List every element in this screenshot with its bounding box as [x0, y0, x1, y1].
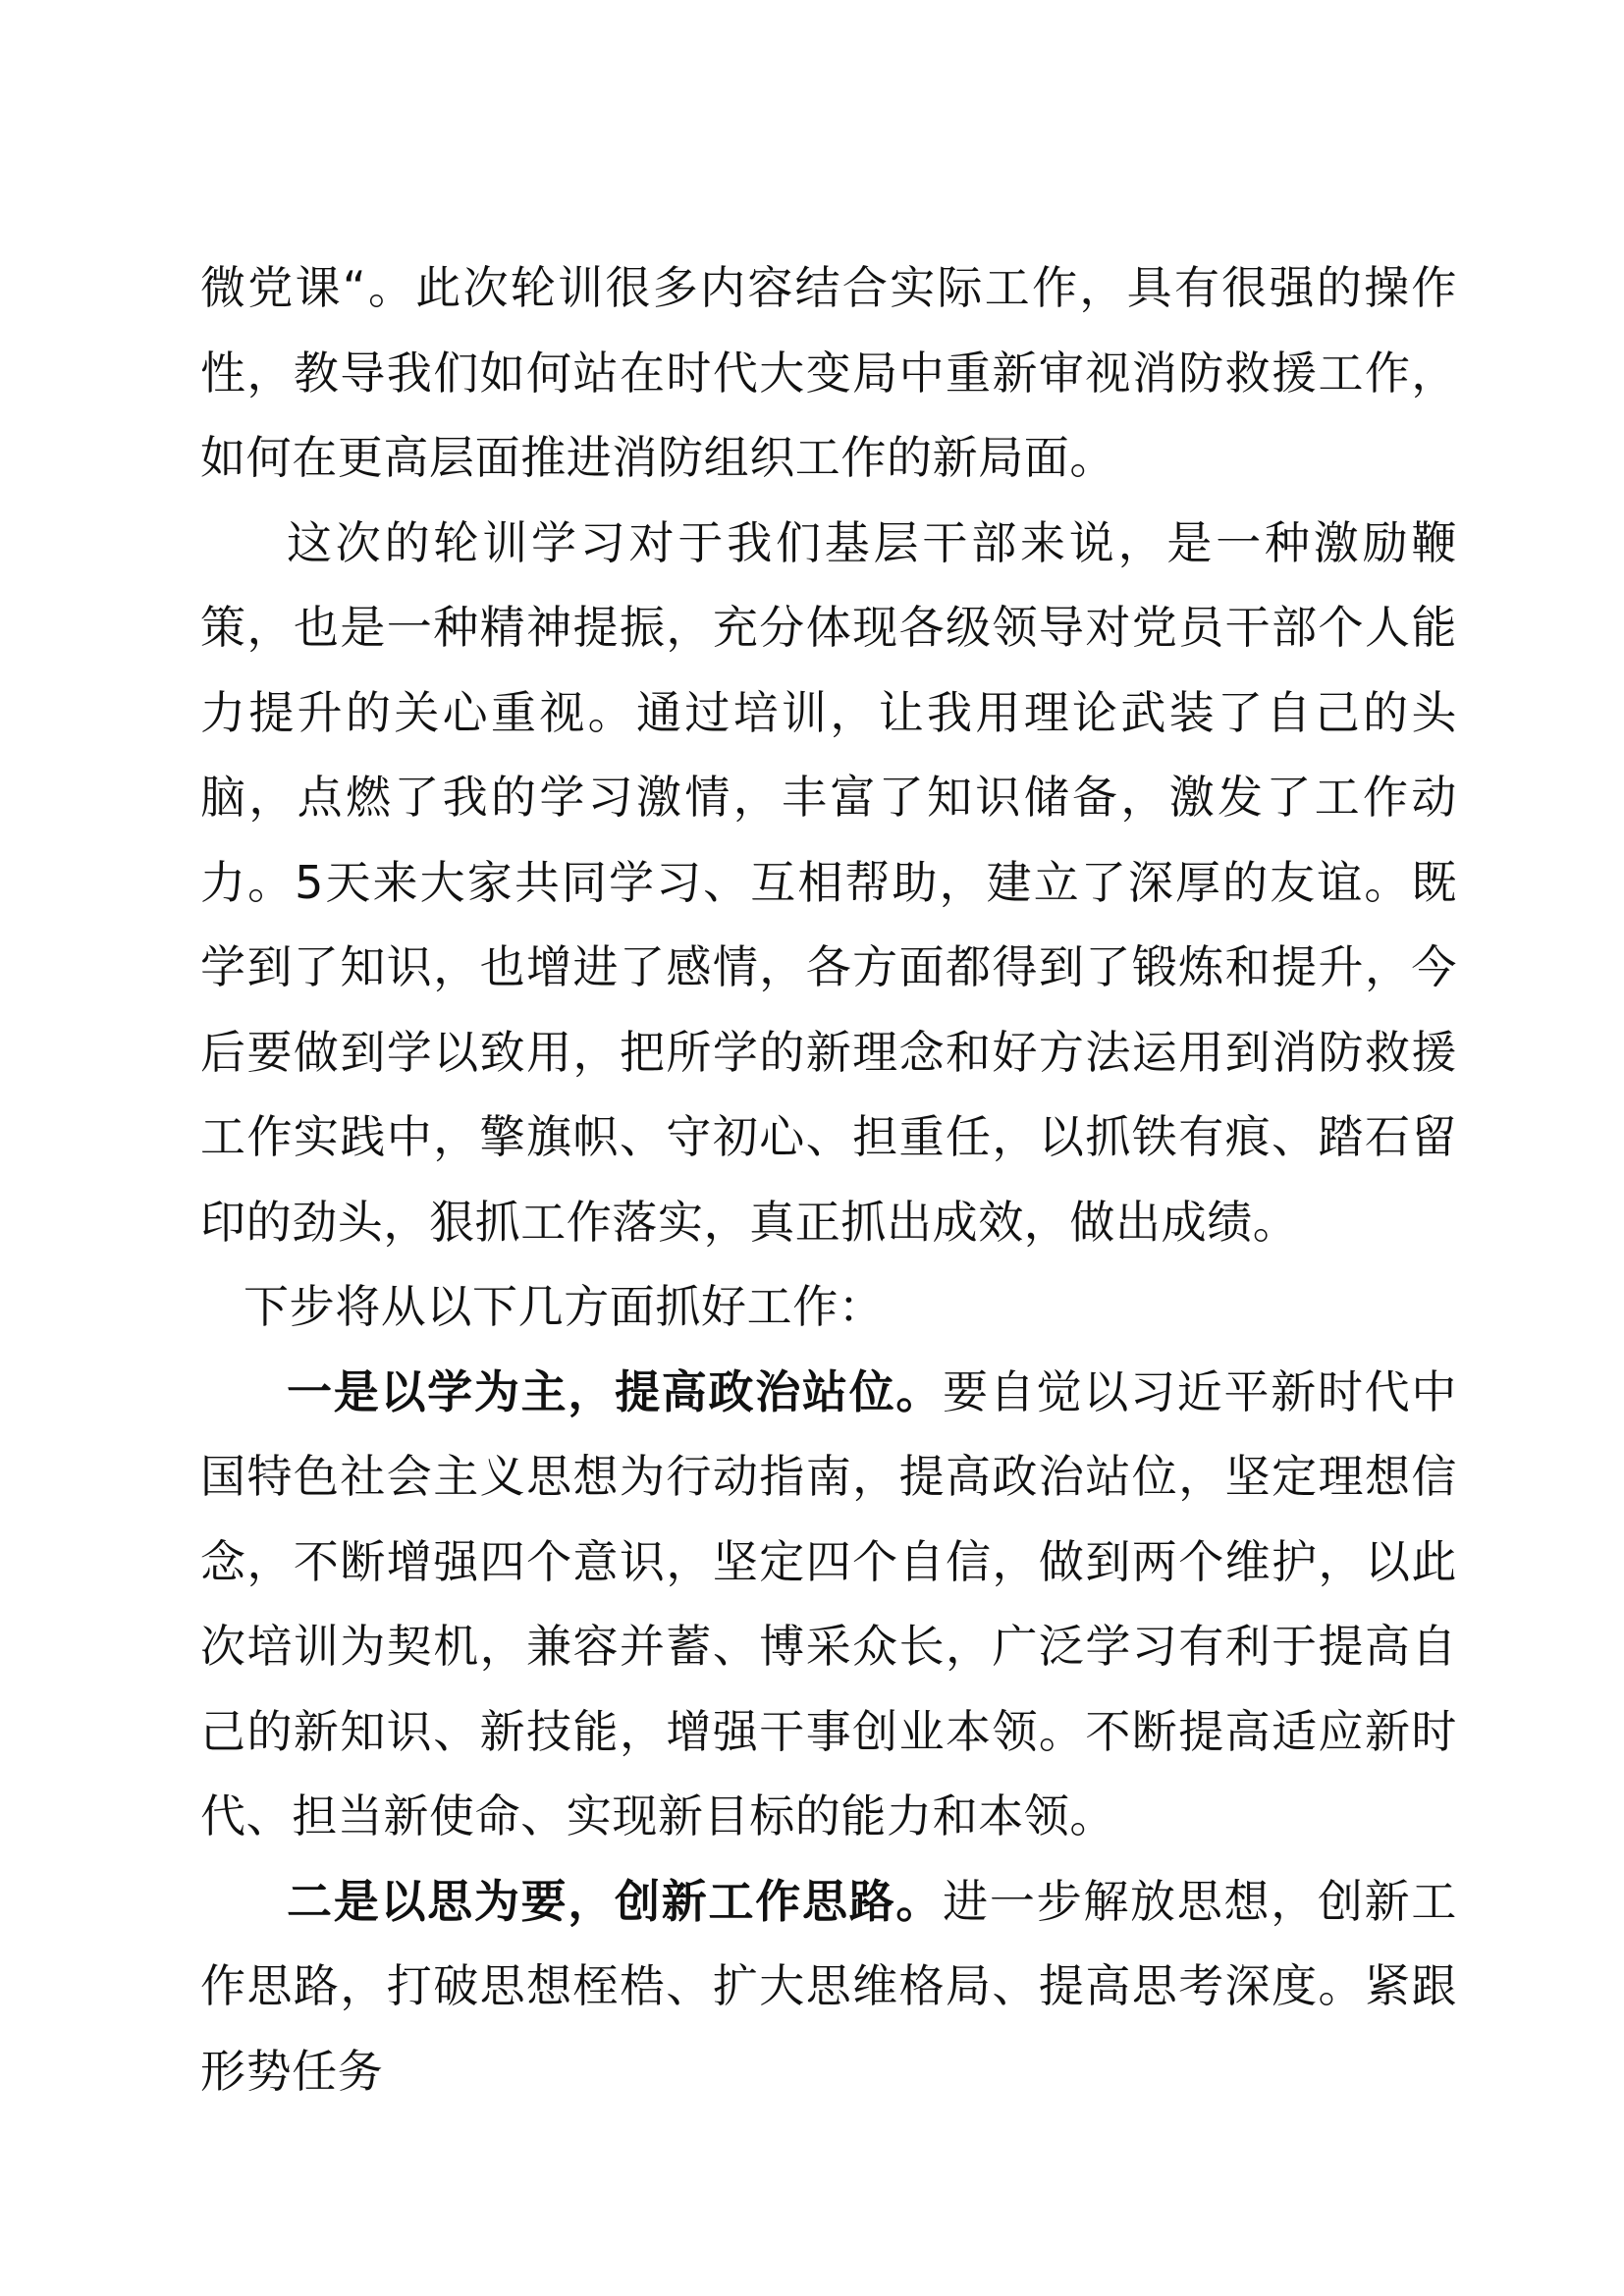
paragraph-text: 进一步解放思想，创新工作思路，打破思想桎梏、扩大思维格局、提高思考深度。紧跟形势任务 [200, 1874, 1457, 2098]
paragraph-next-steps-intro [200, 1264, 1457, 1350]
paragraph-heading-bold: 二是以思为要，创新工作思路。 [287, 1874, 944, 1928]
paragraph-text: 要自觉以习近平新时代中国特色社会主义思想为行动指南，提高政治站位，坚定理想信念，不断增强四个意识，坚定四个自信，做到两个维护，以此次培训为契机，兼容并蓄、博采众长，广泛学习有利于提高自己的新知识、新技能，增强干事创业本领。不断提高适应新时代、担当新使命、实现新目标的能力和本领。 [200, 1364, 1457, 1842]
paragraph-continuation [200, 245, 1457, 501]
paragraph-point-one [200, 1350, 1457, 1859]
document-body [200, 245, 1457, 2113]
paragraph-heading-bold: 一是以学为主，提高政治站位。 [287, 1364, 944, 1418]
paragraph-point-two [200, 1859, 1457, 2114]
paragraph-training-reflection [200, 501, 1457, 1265]
paragraph-text: 下步将从以下几方面抓好工作： [244, 1280, 885, 1333]
paragraph-text: 微党课“。此次轮训很多内容结合实际工作，具有很强的操作性，教导我们如何站在时代大变局中重新审视消防救援工作，如何在更高层面推进消防组织工作的新局面。 [200, 261, 1457, 484]
paragraph-text: 这次的轮训学习对于我们基层干部来说，是一种激励鞭策，也是一种精神提振，充分体现各级领导对党员干部个人能力提升的关心重视。通过培训，让我用理论武装了自己的头脑，点燃了我的学习激情，丰富了知识储备，激发了工作动力。5天来大家共同学习、互相帮助，建立了深厚的友谊。既学到了知识，也增进了感情，各方面都得到了锻炼和提升，今后要做到学以致用，把所学的新理念和好方法运用到消防救援工作实践中，擎旗帜、守初心、担重任，以抓铁有痕、踏石留印的劲头，狠抓工作落实，真正抓出成效，做出成绩。 [200, 515, 1457, 1249]
